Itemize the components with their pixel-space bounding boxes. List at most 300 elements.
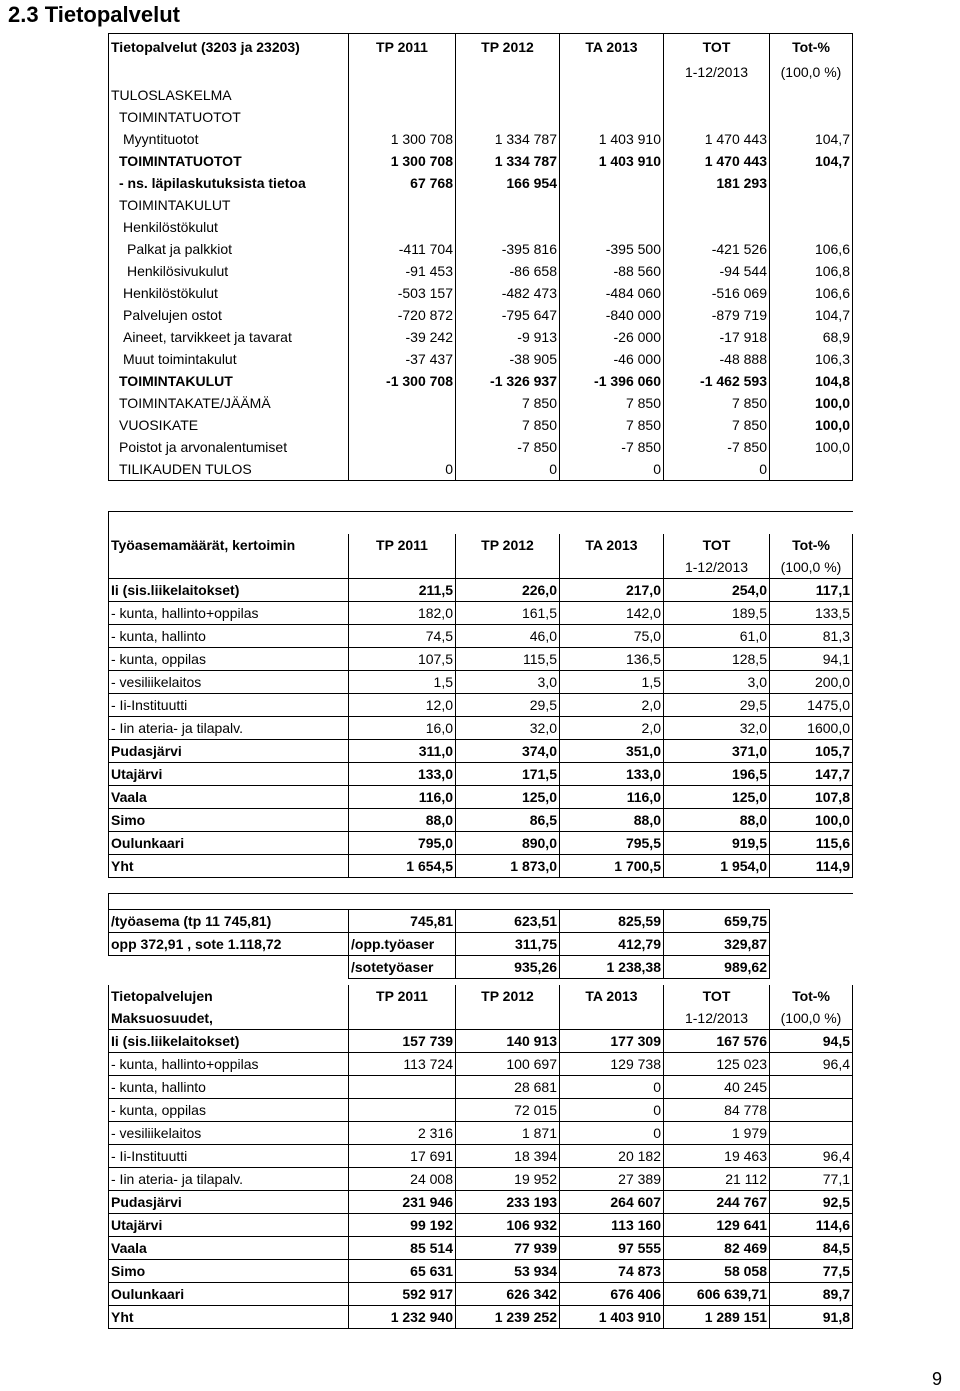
income-cell-tp2011: -503 157 [349, 282, 456, 304]
income-row-label: Henkilösivukulut [109, 260, 349, 282]
income-cell-tp2011 [349, 84, 456, 106]
ws-spacer [109, 512, 853, 534]
ws-cell-tot: 189,5 [664, 601, 770, 624]
ws-cell-tot: 3,0 [664, 670, 770, 693]
income-row-label: TOIMINTATUOTOT [109, 106, 349, 128]
price-cell-ta2013: 412,79 [560, 933, 664, 956]
ws-cell-tot: 254,0 [664, 578, 770, 601]
ws-subheader-tot: 1-12/2013 [664, 556, 770, 579]
fees-cell-tp2012: 18 394 [456, 1145, 560, 1168]
ws-cell-tot: 371,0 [664, 739, 770, 762]
income-header-tp2012: TP 2012 [456, 34, 560, 60]
price-cell-tp2012: 623,51 [456, 910, 560, 933]
fees-cell-tot: 19 463 [664, 1145, 770, 1168]
ws-row [109, 831, 853, 854]
fees-row-label: - Ii-Instituutti [109, 1145, 349, 1168]
income-row-label: - ns. läpilaskutuksista tietoa [109, 172, 349, 194]
ws-cell-ta2013: 136,5 [560, 647, 664, 670]
fees-cell-ta2013: 0 [560, 1122, 664, 1145]
income-row [109, 436, 853, 458]
income-header-tp2011: TP 2011 [349, 34, 456, 60]
ws-cell-ta2013: 1,5 [560, 670, 664, 693]
ws-subheader-row [109, 556, 853, 579]
fees-cell-tp2012: 106 932 [456, 1214, 560, 1237]
fees-cell-tot: 21 112 [664, 1168, 770, 1191]
price-cell-ta2013: 1 238,38 [560, 956, 664, 979]
ws-cell-tp2012: 161,5 [456, 601, 560, 624]
fees-subheader-row [109, 1007, 853, 1030]
fees-header-tot: TOT [664, 985, 770, 1007]
fees-cell-ta2013: 177 309 [560, 1030, 664, 1053]
income-cell-tot: -94 544 [664, 260, 770, 282]
fees-cell-totpct: 114,6 [770, 1214, 853, 1237]
fees-row-label: - kunta, oppilas [109, 1099, 349, 1122]
ws-cell-tp2012: 3,0 [456, 670, 560, 693]
ws-cell-tot: 1 954,0 [664, 854, 770, 877]
ws-cell-ta2013: 351,0 [560, 739, 664, 762]
fees-row-label: - kunta, hallinto [109, 1076, 349, 1099]
fees-cell-tot: 167 576 [664, 1030, 770, 1053]
price-cell-empty [770, 956, 853, 979]
income-cell-tp2012 [456, 216, 560, 238]
fees-cell-totpct [770, 1076, 853, 1099]
income-subheader-tp2012 [456, 60, 560, 84]
income-cell-totpct: 100,0 [770, 436, 853, 458]
ws-row [109, 693, 853, 716]
fees-cell-totpct: 77,5 [770, 1260, 853, 1283]
fees-cell-tp2012: 19 952 [456, 1168, 560, 1191]
income-row-label: TOIMINTAKATE/JÄÄMÄ [109, 392, 349, 414]
income-subheader-row [109, 60, 853, 84]
income-cell-totpct [770, 458, 853, 481]
income-cell-tp2011 [349, 392, 456, 414]
income-row-label: TULOSLASKELMA [109, 84, 349, 106]
fees-cell-tot: 84 778 [664, 1099, 770, 1122]
fees-row-label: Simo [109, 1260, 349, 1283]
income-row-label: Palkat ja palkkiot [109, 238, 349, 260]
fees-row [109, 1237, 853, 1260]
fees-cell-tp2011: 85 514 [349, 1237, 456, 1260]
fees-subheader-tp2011 [349, 1007, 456, 1030]
fees-row [109, 1283, 853, 1306]
price-row-unit: /sotetyöaser [349, 956, 456, 979]
price-row-label [109, 956, 349, 979]
income-cell-tp2012 [456, 84, 560, 106]
ws-row [109, 785, 853, 808]
ws-row-label: - kunta, oppilas [109, 647, 349, 670]
fees-cell-tp2012: 1 871 [456, 1122, 560, 1145]
fees-cell-tp2011: 99 192 [349, 1214, 456, 1237]
fees-cell-tp2012: 140 913 [456, 1030, 560, 1053]
income-cell-tp2012: 1 334 787 [456, 150, 560, 172]
fees-cell-ta2013: 113 160 [560, 1214, 664, 1237]
income-header-tot: TOT [664, 34, 770, 60]
fees-subheader-tot: 1-12/2013 [664, 1007, 770, 1030]
fees-cell-tp2011 [349, 1076, 456, 1099]
income-cell-tp2012: -482 473 [456, 282, 560, 304]
fees-cell-tp2011: 157 739 [349, 1030, 456, 1053]
fees-cell-tp2012: 626 342 [456, 1283, 560, 1306]
fees-row [109, 1099, 853, 1122]
fees-title-1: Tietopalvelujen [109, 985, 349, 1007]
income-subheader-ta2013 [560, 60, 664, 84]
income-cell-tp2012: 0 [456, 458, 560, 481]
income-cell-totpct: 100,0 [770, 414, 853, 436]
income-cell-totpct: 106,8 [770, 260, 853, 282]
ws-cell-totpct: 114,9 [770, 854, 853, 877]
income-cell-tot: 7 850 [664, 392, 770, 414]
ws-row [109, 670, 853, 693]
income-row [109, 216, 853, 238]
income-row [109, 84, 853, 106]
fees-cell-totpct [770, 1122, 853, 1145]
page-heading: 2.3 Tietopalvelut [8, 2, 180, 27]
income-cell-totpct: 106,6 [770, 282, 853, 304]
fees-cell-totpct: 77,1 [770, 1168, 853, 1191]
income-row [109, 326, 853, 348]
ws-cell-totpct: 81,3 [770, 624, 853, 647]
income-cell-ta2013: -395 500 [560, 238, 664, 260]
ws-cell-tot: 125,0 [664, 785, 770, 808]
fees-cell-tot: 606 639,71 [664, 1283, 770, 1306]
ws-cell-totpct: 147,7 [770, 762, 853, 785]
ws-cell-tp2011: 74,5 [349, 624, 456, 647]
page-number: 9 [931, 1369, 942, 1389]
income-cell-tot: 181 293 [664, 172, 770, 194]
income-cell-tot [664, 84, 770, 106]
fees-cell-tp2012: 72 015 [456, 1099, 560, 1122]
ws-cell-tp2012: 125,0 [456, 785, 560, 808]
income-cell-tot: 1 470 443 [664, 128, 770, 150]
income-row [109, 392, 853, 414]
income-cell-tp2011: -720 872 [349, 304, 456, 326]
income-cell-tot: 0 [664, 458, 770, 481]
fees-title-2 [109, 1007, 349, 1030]
income-cell-totpct [770, 172, 853, 194]
ws-cell-ta2013: 2,0 [560, 693, 664, 716]
fees-row-label: Utajärvi [109, 1214, 349, 1237]
income-row-label: TOIMINTAKULUT [109, 370, 349, 392]
income-row-label: Henkilöstökulut [109, 282, 349, 304]
fees-cell-tp2012: 77 939 [456, 1237, 560, 1260]
ws-header-tp2011: TP 2011 [349, 534, 456, 556]
income-row-label: TOIMINTAKULUT [109, 194, 349, 216]
ws-cell-totpct: 200,0 [770, 670, 853, 693]
fees-cell-tp2011: 231 946 [349, 1191, 456, 1214]
income-row [109, 458, 853, 481]
fees-cell-ta2013: 27 389 [560, 1168, 664, 1191]
fees-row [109, 1145, 853, 1168]
income-cell-totpct: 68,9 [770, 326, 853, 348]
ws-title: Työasemamäärät, kertoimin [109, 534, 349, 556]
ws-cell-tp2012: 890,0 [456, 831, 560, 854]
fees-row-label: Yht [109, 1306, 349, 1329]
income-row-label: Henkilöstökulut [109, 216, 349, 238]
fees-row [109, 1053, 853, 1076]
ws-subheader-tp2012 [456, 556, 560, 579]
income-cell-ta2013 [560, 106, 664, 128]
income-row [109, 304, 853, 326]
ws-cell-totpct: 115,6 [770, 831, 853, 854]
income-row-label: Myyntituotot [109, 128, 349, 150]
ws-cell-totpct: 107,8 [770, 785, 853, 808]
fees-row [109, 1076, 853, 1099]
income-cell-totpct: 104,7 [770, 150, 853, 172]
income-row [109, 106, 853, 128]
fees-cell-ta2013: 20 182 [560, 1145, 664, 1168]
ws-cell-totpct: 94,1 [770, 647, 853, 670]
ws-row [109, 601, 853, 624]
ws-row-label: - kunta, hallinto [109, 624, 349, 647]
income-cell-ta2013: 0 [560, 458, 664, 481]
income-cell-totpct [770, 84, 853, 106]
income-row [109, 150, 853, 172]
ws-cell-tp2012: 32,0 [456, 716, 560, 739]
fees-subheader-ta2013 [560, 1007, 664, 1030]
fees-header-tp2011: TP 2011 [349, 985, 456, 1007]
income-row [109, 282, 853, 304]
income-cell-tot: -48 888 [664, 348, 770, 370]
income-cell-totpct: 100,0 [770, 392, 853, 414]
ws-cell-tp2012: 171,5 [456, 762, 560, 785]
fees-cell-tp2011: 17 691 [349, 1145, 456, 1168]
ws-row [109, 854, 853, 877]
income-row-label: Palvelujen ostot [109, 304, 349, 326]
fees-title-2-text: Maksuosuudet, [111, 1010, 213, 1026]
income-row-label: TOIMINTATUOTOT [109, 150, 349, 172]
income-subheader-totpct: (100,0 %) [770, 60, 853, 84]
income-cell-tot: -421 526 [664, 238, 770, 260]
income-cell-tp2011 [349, 414, 456, 436]
ws-cell-tp2012: 374,0 [456, 739, 560, 762]
income-cell-totpct [770, 216, 853, 238]
income-row [109, 128, 853, 150]
price-cell-tot: 989,62 [664, 956, 770, 979]
fees-row [109, 1260, 853, 1283]
income-row [109, 370, 853, 392]
fees-cell-tot: 82 469 [664, 1237, 770, 1260]
fees-cell-ta2013: 0 [560, 1076, 664, 1099]
price-cell-tp2012: 311,75 [456, 933, 560, 956]
ws-cell-tp2011: 182,0 [349, 601, 456, 624]
ws-cell-ta2013: 2,0 [560, 716, 664, 739]
income-cell-tp2011: 1 300 708 [349, 128, 456, 150]
income-cell-tp2012: 7 850 [456, 414, 560, 436]
price-cell-tp2012: 935,26 [456, 956, 560, 979]
ws-cell-totpct: 100,0 [770, 808, 853, 831]
fees-cell-totpct: 92,5 [770, 1191, 853, 1214]
ws-cell-tp2011: 12,0 [349, 693, 456, 716]
fees-row-label: - vesiliikelaitos [109, 1122, 349, 1145]
income-cell-tp2011 [349, 436, 456, 458]
ws-cell-tp2011: 795,0 [349, 831, 456, 854]
fees-cell-tot: 40 245 [664, 1076, 770, 1099]
fees-header-totpct: Tot-% [770, 985, 853, 1007]
ws-cell-tp2011: 133,0 [349, 762, 456, 785]
ws-cell-ta2013: 142,0 [560, 601, 664, 624]
ws-header-ta2013: TA 2013 [560, 534, 664, 556]
income-header-totpct: Tot-% [770, 34, 853, 60]
income-cell-tp2012: -9 913 [456, 326, 560, 348]
income-cell-tp2011: -39 242 [349, 326, 456, 348]
income-cell-tp2012: -38 905 [456, 348, 560, 370]
fees-cell-tp2011 [349, 1099, 456, 1122]
ws-cell-totpct: 1475,0 [770, 693, 853, 716]
ws-cell-totpct: 105,7 [770, 739, 853, 762]
income-cell-tp2011: -37 437 [349, 348, 456, 370]
workstation-table [108, 511, 853, 878]
fees-header-tp2012: TP 2012 [456, 985, 560, 1007]
income-cell-tp2012 [456, 194, 560, 216]
fees-subheader-tp2012 [456, 1007, 560, 1030]
income-cell-tp2012: 7 850 [456, 392, 560, 414]
fees-cell-tot: 58 058 [664, 1260, 770, 1283]
fees-row [109, 1122, 853, 1145]
ws-header-tp2012: TP 2012 [456, 534, 560, 556]
ws-cell-tp2011: 1 654,5 [349, 854, 456, 877]
fees-subheader-totpct: (100,0 %) [770, 1007, 853, 1030]
ws-row [109, 739, 853, 762]
ws-cell-tp2012: 29,5 [456, 693, 560, 716]
ws-subheader-tp2011 [349, 556, 456, 579]
income-cell-totpct [770, 194, 853, 216]
fees-cell-totpct [770, 1099, 853, 1122]
ws-cell-ta2013: 133,0 [560, 762, 664, 785]
income-cell-totpct: 104,8 [770, 370, 853, 392]
income-cell-tp2011 [349, 106, 456, 128]
price-cell-empty [770, 933, 853, 956]
income-cell-tot: -1 462 593 [664, 370, 770, 392]
ws-cell-totpct: 117,1 [770, 578, 853, 601]
ws-row-label: Oulunkaari [109, 831, 349, 854]
fees-cell-tp2012: 53 934 [456, 1260, 560, 1283]
ws-cell-tot: 196,5 [664, 762, 770, 785]
ws-subheader-totpct: (100,0 %) [770, 556, 853, 579]
fees-cell-totpct: 89,7 [770, 1283, 853, 1306]
ws-cell-tot: 88,0 [664, 808, 770, 831]
income-cell-tot [664, 216, 770, 238]
fees-cell-totpct: 96,4 [770, 1053, 853, 1076]
ws-row-label: - Ii-Instituutti [109, 693, 349, 716]
fees-cell-ta2013: 264 607 [560, 1191, 664, 1214]
income-cell-ta2013: 7 850 [560, 414, 664, 436]
fees-cell-tp2011: 2 316 [349, 1122, 456, 1145]
income-row-label: VUOSIKATE [109, 414, 349, 436]
ws-cell-tp2012: 115,5 [456, 647, 560, 670]
income-row-label: Aineet, tarvikkeet ja tavarat [109, 326, 349, 348]
income-cell-ta2013: -7 850 [560, 436, 664, 458]
ws-cell-tp2011: 107,5 [349, 647, 456, 670]
income-cell-ta2013: -484 060 [560, 282, 664, 304]
ws-cell-tot: 61,0 [664, 624, 770, 647]
fees-cell-tp2011: 24 008 [349, 1168, 456, 1191]
income-cell-tot: -516 069 [664, 282, 770, 304]
income-cell-ta2013: -88 560 [560, 260, 664, 282]
ws-cell-totpct: 133,5 [770, 601, 853, 624]
ws-row-label: - kunta, hallinto+oppilas [109, 601, 349, 624]
fees-cell-ta2013: 74 873 [560, 1260, 664, 1283]
ws-cell-ta2013: 217,0 [560, 578, 664, 601]
ws-cell-tp2011: 88,0 [349, 808, 456, 831]
fees-cell-tot: 1 289 151 [664, 1306, 770, 1329]
price-row [109, 956, 853, 979]
income-cell-tp2012: -395 816 [456, 238, 560, 260]
income-cell-tp2012: 166 954 [456, 172, 560, 194]
income-cell-ta2013: -26 000 [560, 326, 664, 348]
ws-row-label: - vesiliikelaitos [109, 670, 349, 693]
ws-row [109, 647, 853, 670]
ws-cell-ta2013: 116,0 [560, 785, 664, 808]
income-cell-ta2013: 7 850 [560, 392, 664, 414]
ws-row [109, 716, 853, 739]
ws-row [109, 624, 853, 647]
fees-row [109, 1306, 853, 1329]
fees-cell-tp2012: 28 681 [456, 1076, 560, 1099]
ws-cell-tp2012: 46,0 [456, 624, 560, 647]
ws-cell-tot: 919,5 [664, 831, 770, 854]
income-cell-tp2011: -411 704 [349, 238, 456, 260]
income-statement-table [108, 33, 853, 481]
ws-cell-ta2013: 75,0 [560, 624, 664, 647]
fees-cell-tp2011: 65 631 [349, 1260, 456, 1283]
ws-row-label: - Iin ateria- ja tilapalv. [109, 716, 349, 739]
fees-cell-tp2012: 233 193 [456, 1191, 560, 1214]
income-cell-tot: 1 470 443 [664, 150, 770, 172]
price-spacer [109, 894, 853, 910]
fees-header-row [109, 985, 853, 1007]
fees-cell-tp2011: 1 232 940 [349, 1306, 456, 1329]
income-cell-totpct: 106,3 [770, 348, 853, 370]
ws-header-row [109, 534, 853, 556]
ws-cell-tp2012: 1 873,0 [456, 854, 560, 877]
income-cell-ta2013: -840 000 [560, 304, 664, 326]
fees-cell-tp2011: 592 917 [349, 1283, 456, 1306]
income-row [109, 172, 853, 194]
ws-subheader-empty [109, 556, 349, 579]
fees-cell-ta2013: 676 406 [560, 1283, 664, 1306]
income-cell-tp2011 [349, 216, 456, 238]
income-row [109, 194, 853, 216]
income-row [109, 414, 853, 436]
fees-row-label: Ii (sis.liikelaitokset) [109, 1030, 349, 1053]
fees-row-label: - Iin ateria- ja tilapalv. [109, 1168, 349, 1191]
ws-subheader-ta2013 [560, 556, 664, 579]
fees-row [109, 1168, 853, 1191]
ws-row [109, 762, 853, 785]
price-spacer-row [109, 894, 853, 910]
ws-row-label: Simo [109, 808, 349, 831]
income-cell-tp2011: -91 453 [349, 260, 456, 282]
ws-spacer-row [109, 512, 853, 534]
fees-cell-tot: 1 979 [664, 1122, 770, 1145]
price-row-label: opp 372,91 , sote 1.118,72 [109, 933, 349, 956]
income-row [109, 348, 853, 370]
income-cell-ta2013 [560, 194, 664, 216]
fees-cell-ta2013: 0 [560, 1099, 664, 1122]
fees-cell-totpct: 84,5 [770, 1237, 853, 1260]
fees-row-label: Pudasjärvi [109, 1191, 349, 1214]
income-subheader-tp2011 [349, 60, 456, 84]
price-cell-tot: 659,75 [664, 910, 770, 933]
income-cell-tp2012: 1 334 787 [456, 128, 560, 150]
income-cell-totpct [770, 106, 853, 128]
ws-row [109, 578, 853, 601]
fees-cell-ta2013: 97 555 [560, 1237, 664, 1260]
fees-cell-totpct: 96,4 [770, 1145, 853, 1168]
ws-cell-tp2011: 1,5 [349, 670, 456, 693]
price-row [109, 910, 853, 933]
fees-cell-tp2012: 100 697 [456, 1053, 560, 1076]
